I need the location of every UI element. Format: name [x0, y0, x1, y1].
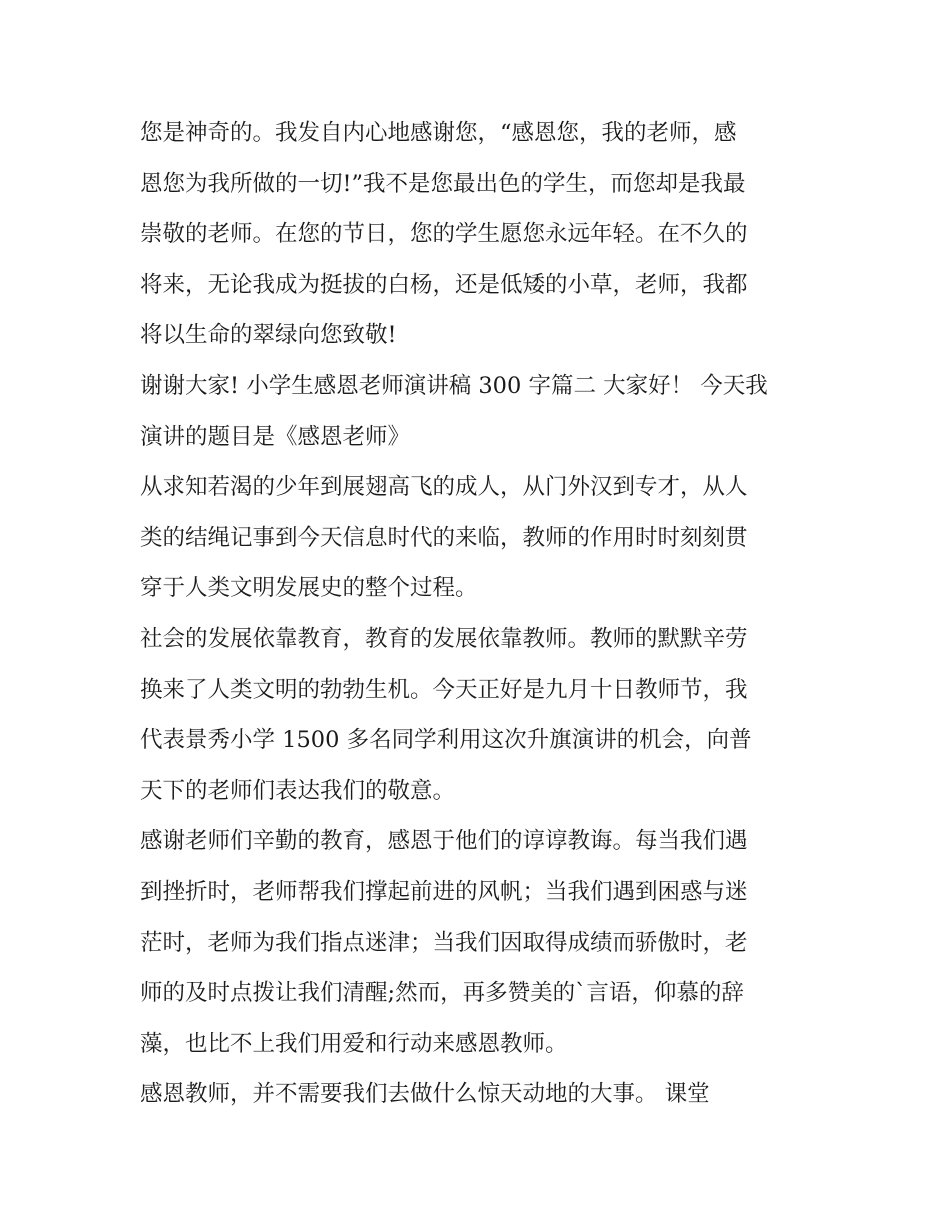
paragraph	[140, 816, 820, 1069]
text-line: 将来，无论我成为挺拔的白杨，还是低矮的小草，老师，我都	[140, 271, 748, 298]
text-line: 将以生命的翠绿向您致敬!	[140, 322, 397, 349]
paragraph	[140, 361, 820, 462]
text-line: 演讲的题目是《感恩老师》	[140, 423, 411, 450]
paragraph	[140, 1069, 820, 1120]
text-line: 类的结绳记事到今天信息时代的来临，教师的作用时时刻刻贯	[140, 524, 748, 551]
text-line: 您是神奇的。我发自内心地感谢您，“感恩您，我的老师，感	[140, 120, 737, 146]
text-line: 穿于人类文明发展史的整个过程。	[140, 575, 478, 602]
paragraph	[140, 614, 820, 816]
document-body	[140, 108, 820, 1120]
text-line: 藻，也比不上我们用爱和行动来感恩教师。	[140, 1030, 568, 1057]
paragraph	[140, 462, 820, 614]
paragraph	[140, 108, 820, 361]
text-line: 社会的发展依靠教育，教育的发展依靠教师。教师的默默辛劳	[140, 625, 748, 652]
text-line: 茫时，老师为我们指点迷津；当我们因取得成绩而骄傲时，老	[140, 929, 748, 956]
text-line: 代表景秀小学 1500 多名同学利用这次升旗演讲的机会，向普	[140, 727, 752, 754]
text-line: 崇敬的老师。在您的节日，您的学生愿您永远年轻。在不久的	[140, 221, 748, 248]
text-line: 到挫折时，老师帮我们撑起前进的风帆；当我们遇到困惑与迷	[140, 878, 748, 905]
text-line: 谢谢大家! 小学生感恩老师演讲稿 300 字篇二 大家好！ 今天我	[140, 372, 768, 399]
text-line: 感谢老师们辛勤的教育，感恩于他们的谆谆教诲。每当我们遇	[140, 828, 748, 855]
text-line: 换来了人类文明的勃勃生机。今天正好是九月十日教师节，我	[140, 676, 748, 703]
text-line: 天下的老师们表达我们的敬意。	[140, 777, 456, 804]
text-line: 恩您为我所做的一切!”我不是您最出色的学生，而您却是我最	[140, 170, 746, 197]
text-line: 师的及时点拨让我们清醒;然而，再多赞美的`言语，仰慕的辞	[140, 980, 744, 1007]
text-line: 从求知若渴的少年到展翅高飞的成人，从门外汉到专才，从人	[140, 474, 748, 501]
text-line: 感恩教师，并不需要我们去做什么惊天动地的大事。 课堂	[140, 1081, 710, 1108]
